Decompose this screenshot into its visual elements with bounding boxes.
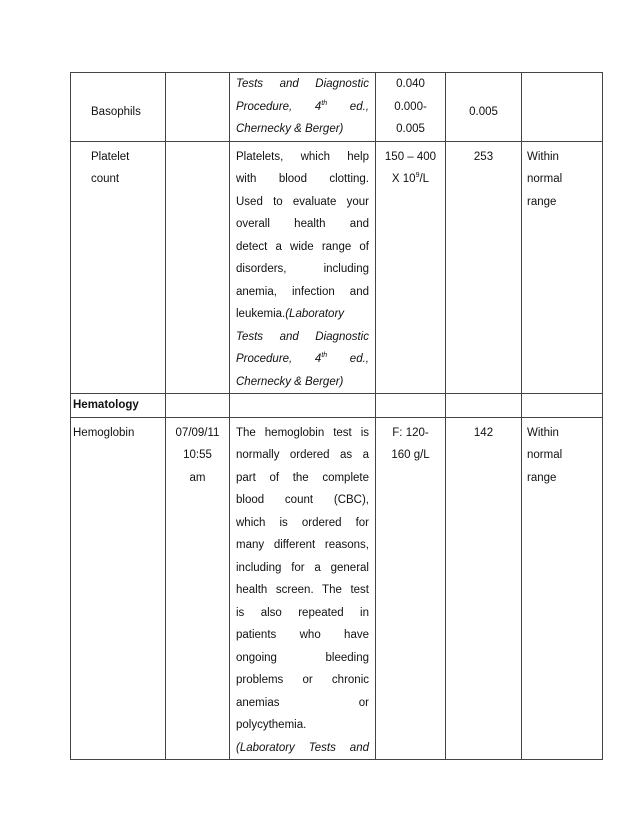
reference-text <box>230 73 375 141</box>
interpretation-line: range <box>527 195 557 208</box>
description-text <box>230 142 375 394</box>
result-cell <box>446 141 522 394</box>
table-row-basophils <box>71 73 603 142</box>
table-row-hemoglobin <box>71 417 603 760</box>
range-line <box>376 168 445 191</box>
description-line: normally ordered as a <box>236 449 369 461</box>
description-cell <box>230 141 376 394</box>
description-line: part of the complete <box>236 471 369 484</box>
description-line: anemia, infection and <box>236 285 369 298</box>
description-line: disorders, including <box>236 263 369 275</box>
interpretation-cell <box>522 417 603 760</box>
category-cell <box>71 394 166 418</box>
description-line: problems or chronic <box>236 674 369 686</box>
test-name-cell <box>71 417 166 760</box>
range-line: 160 g/L <box>391 449 430 461</box>
description-text <box>230 418 375 760</box>
description-line: The hemoglobin test is <box>236 426 369 439</box>
reference-fragment: ed., <box>327 100 369 113</box>
empty-cell <box>522 394 603 418</box>
lab-results-table <box>70 72 603 760</box>
date-cell <box>166 417 230 760</box>
reference-fragment: (Laboratory <box>285 308 345 320</box>
range-line: 0.005 <box>396 123 425 135</box>
description-line: with blood clotting. <box>236 173 369 185</box>
empty-cell <box>166 394 230 418</box>
description-line: detect a wide range of <box>236 240 369 253</box>
superscript: th <box>321 99 328 107</box>
description-line: polycythemia. <box>236 719 307 731</box>
test-name: Basophils <box>91 106 141 118</box>
result-value: 142 <box>473 426 494 439</box>
interpretation-line: normal <box>527 449 563 461</box>
description-cell <box>230 417 376 760</box>
description-fragment: leukemia. <box>236 308 286 320</box>
description-line: Used to evaluate your <box>236 195 369 208</box>
reference-line: Tests and Diagnostic <box>236 330 369 343</box>
description-line: which is ordered for <box>236 516 369 529</box>
interpretation-line: Within <box>527 426 559 439</box>
superscript: 9 <box>415 172 420 180</box>
description-line: including for a general <box>236 561 369 574</box>
result-cell <box>446 73 522 142</box>
reference-fragment: ed., <box>327 353 369 365</box>
test-name-line: Platelet <box>91 150 130 163</box>
description-cell <box>230 73 376 142</box>
empty-cell <box>446 394 522 418</box>
description-line: is also repeated in <box>236 606 369 619</box>
range-line: 150 – 400 <box>384 150 437 163</box>
category-label: Hematology <box>73 399 139 411</box>
description-line: health screen. The test <box>236 584 369 596</box>
result-value: 253 <box>473 150 494 163</box>
normal-range-cell <box>376 73 446 142</box>
reference-line: Chernecky & Berger) <box>236 123 344 135</box>
interpretation-line: Within <box>527 150 559 163</box>
range-fragment: /L <box>419 173 430 185</box>
range-line: 0.000- <box>394 100 427 113</box>
description-line: overall health and <box>236 218 369 230</box>
date-cell <box>166 141 230 394</box>
test-name: Hemoglobin <box>73 426 135 439</box>
reference-line: Tests and Diagnostic <box>236 78 369 90</box>
normal-range-cell <box>376 417 446 760</box>
date-line: 07/09/11 <box>175 426 220 439</box>
interpretation-cell <box>522 73 603 142</box>
normal-range-cell <box>376 141 446 394</box>
description-line: Platelets, which help <box>236 150 369 163</box>
range-line: F: 120- <box>392 426 429 439</box>
result-value: 0.005 <box>469 106 498 118</box>
description-line: many different reasons, <box>236 539 369 551</box>
description-line: blood count (CBC), <box>236 494 369 506</box>
description-line: ongoing bleeding <box>236 651 369 664</box>
interpretation-line: normal <box>527 173 563 185</box>
test-name-cell <box>71 73 166 142</box>
empty-cell <box>376 394 446 418</box>
time-line: am <box>189 471 206 484</box>
result-cell <box>446 417 522 760</box>
reference-line: (Laboratory Tests and <box>236 741 369 754</box>
interpretation-cell <box>522 141 603 394</box>
date-cell <box>166 73 230 142</box>
reference-line <box>236 348 369 371</box>
description-line <box>236 303 369 326</box>
table-row-category <box>71 394 603 418</box>
reference-line <box>236 96 369 119</box>
description-line: anemias or <box>236 696 369 709</box>
reference-fragment: Procedure, 4 <box>236 353 322 365</box>
description-line: patients who have <box>236 629 369 641</box>
time-line: 10:55 <box>183 449 212 461</box>
empty-cell <box>230 394 376 418</box>
reference-fragment: Procedure, 4 <box>236 100 322 113</box>
interpretation-line: range <box>527 471 557 484</box>
superscript: th <box>321 352 328 360</box>
test-name-line: count <box>91 173 120 185</box>
table-row-platelet <box>71 141 603 394</box>
range-fragment: X 10 <box>391 173 416 185</box>
reference-line: Chernecky & Berger) <box>236 375 344 388</box>
test-name-cell <box>71 141 166 394</box>
range-line: 0.040 <box>396 78 425 90</box>
